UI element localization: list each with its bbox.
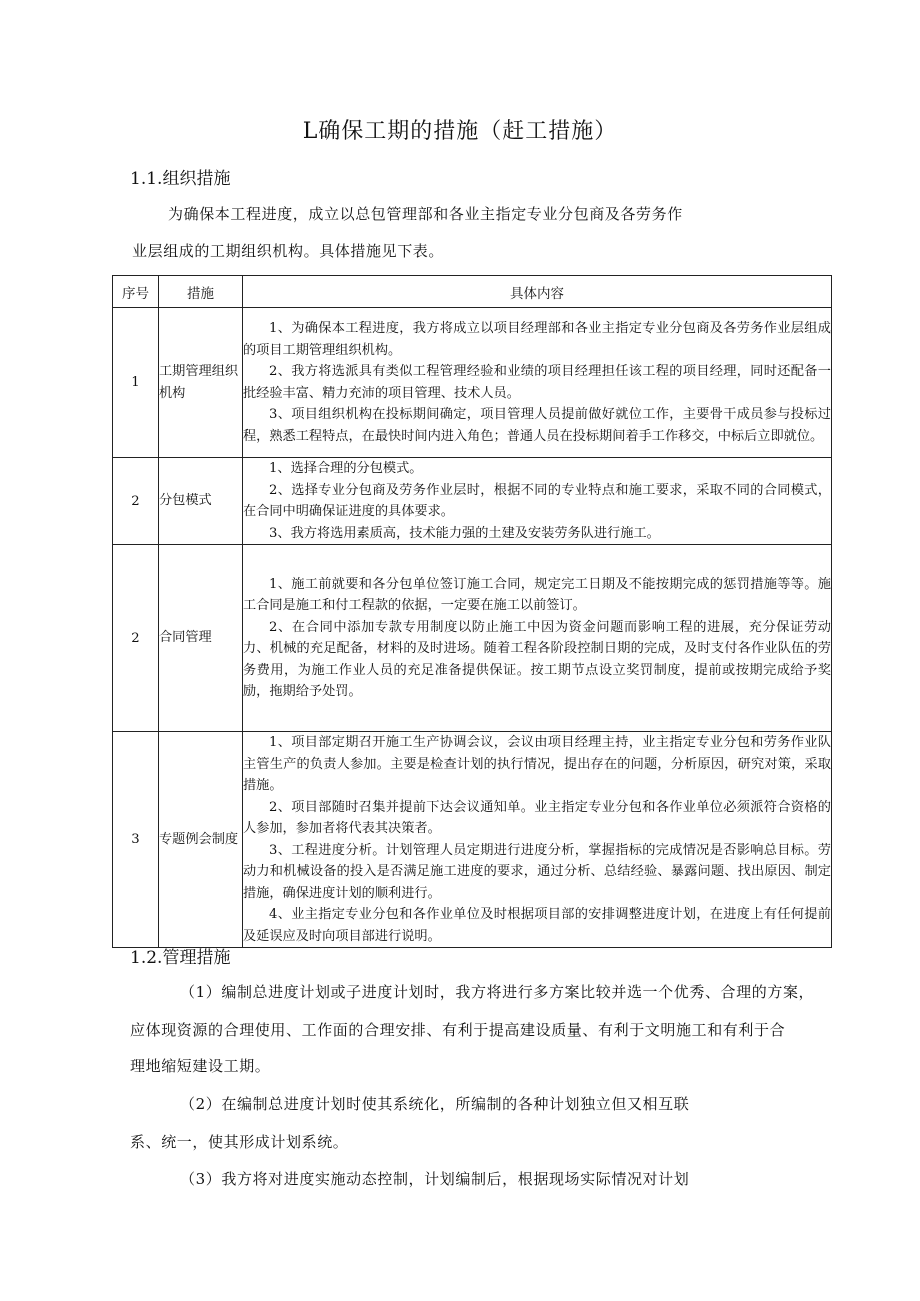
- row-content: [243, 545, 832, 732]
- paragraph-2-line-1: （2）在编制总进度计划时使其系统化，所编制的各种计划独立但又相互联: [180, 1095, 690, 1113]
- paragraph-3-line-1: （3）我方将对进度实施动态控制，计划编制后，根据现场实际情况对计划: [180, 1170, 690, 1188]
- content-item: 3、工程进度分析。计划管理人员定期进行进度分析，掌握指标的完成情况是否影响总目标。劳动力和机械设备的投入是否满足施工进度的要求，通过分析、总结经验、暴露问题、找出原因、制定措施，确保进度计划的顺利进行。: [243, 842, 831, 901]
- measures-table: [112, 275, 832, 948]
- content-item: 3、我方将选用素质高，技术能力强的土建及安装劳务队进行施工。: [269, 525, 660, 541]
- page-title: L确保工期的措施（赶工措施）: [302, 119, 618, 144]
- table-row: [113, 458, 832, 545]
- row-measure-name: 合同管理: [159, 545, 243, 732]
- content-item: 2、选择专业分包商及劳务作业层时，根据不同的专业特点和施工要求，采取不同的合同模式，在合同中明确保证进度的具体要求。: [243, 482, 831, 519]
- paragraph-1-line-3: 理地缩短建设工期。: [130, 1057, 271, 1075]
- row-number: 2: [113, 545, 159, 732]
- header-content: 具体内容: [243, 276, 832, 308]
- row-measure-name: 工期管理组织机构: [159, 308, 243, 458]
- paragraph-1-line-1: （1）编制总进度计划或子进度计划时，我方将进行多方案比较并选一个优秀、合理的方案，: [180, 983, 815, 1001]
- section-heading-management: 1.2.管理措施: [130, 948, 231, 968]
- row-number: 3: [113, 732, 159, 948]
- table-row: [113, 732, 832, 948]
- content-item: 1、选择合理的分包模式。: [269, 461, 423, 476]
- content-item: 3、项目组织机构在投标期间确定，项目管理人员提前做好就位工作，主要骨干成员参与投标过程，熟悉工程特点，在最快时间内进入角色；普通人员在投标期间着手工作移交，中标后立即就位。: [243, 407, 831, 444]
- content-item: 1、施工前就要和各分包单位签订施工合同，规定完工日期及不能按期完成的惩罚措施等等。施工合同是施工和付工程款的依据，一定要在施工以前签订。: [243, 576, 831, 613]
- row-measure-name: 专题例会制度: [159, 732, 243, 948]
- row-number: 1: [113, 308, 159, 458]
- row-content: [243, 732, 832, 948]
- row-number: 2: [113, 458, 159, 545]
- content-item: 2、在合同中添加专款专用制度以防止施工中因为资金问题而影响工程的进展，充分保证劳动力、机械的充足配备，材料的及时进场。随着工程各阶段控制日期的完成，及时支付各作业队伍的劳务费用，为施工作业人员的充足准备提供保证。按工期节点设立奖罚制度，提前或按期完成给予奖励，拖期给予处罚。: [243, 619, 831, 699]
- header-no: 序号: [113, 276, 159, 308]
- content-item: 1、项目部定期召开施工生产协调会议，会议由项目经理主持，业主指定专业分包和劳务作业队主管生产的负责人参加。主要是检查计划的执行情况，提出存在的问题，分析原因，研究对策，采取措施。: [243, 735, 831, 793]
- content-item: 2、我方将选派具有类似工程管理经验和业绩的项目经理担任该工程的项目经理，同时还配备一批经验丰富、精力充沛的项目管理、技术人员。: [243, 364, 831, 401]
- intro-paragraph-line-2: 业层组成的工期组织机构。具体措施见下表。: [132, 242, 445, 260]
- header-measure: 措施: [159, 276, 243, 308]
- section-heading-organization: 1.1.组织措施: [130, 169, 231, 189]
- paragraph-2-line-2: 系、统一，使其形成计划系统。: [130, 1133, 349, 1151]
- content-item: 2、项目部随时召集并提前下达会议通知单。业主指定专业分包和各作业单位必须派符合资格的人参加，参加者将代表其决策者。: [243, 799, 831, 836]
- table-row: [113, 545, 832, 732]
- row-measure-name: 分包模式: [159, 458, 243, 545]
- intro-paragraph-line-1: 为确保本工程进度，成立以总包管理部和各业主指定专业分包商及各劳务作: [168, 205, 683, 223]
- content-item: 4、业主指定专业分包和各作业单位及时根据项目部的安排调整进度计划，在进度上有任何提前及延误应及时向项目部进行说明。: [243, 907, 831, 944]
- content-item: 1、为确保本工程进度，我方将成立以项目经理部和各业主指定专业分包商及各劳务作业层组成的项目工期管理组织机构。: [243, 321, 831, 358]
- table-row: [113, 308, 832, 458]
- paragraph-1-line-2: 应体现资源的合理使用、工作面的合理安排、有利于提高建设质量、有利于文明施工和有利于合: [130, 1021, 786, 1039]
- row-content: [243, 458, 832, 545]
- row-content: [243, 308, 832, 458]
- table-header-row: [113, 276, 832, 308]
